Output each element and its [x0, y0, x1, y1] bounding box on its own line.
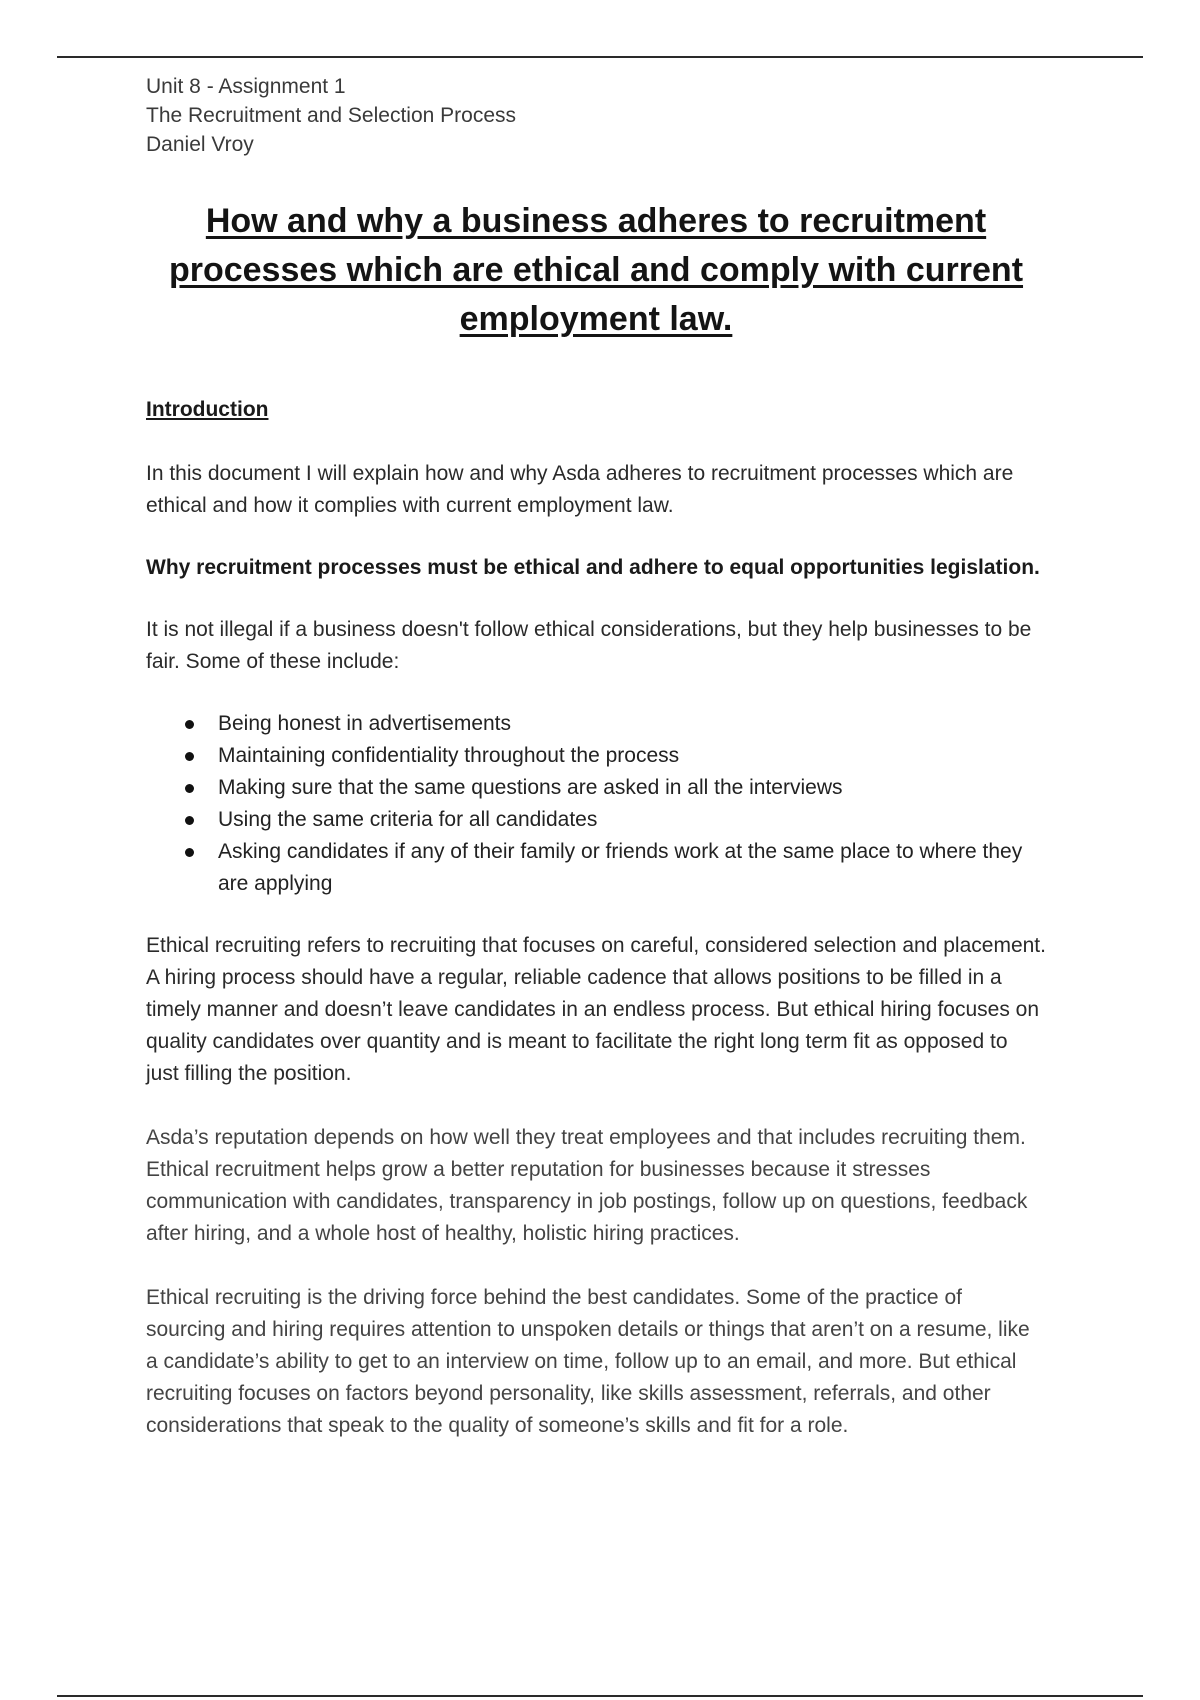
introduction-heading: Introduction: [146, 398, 269, 421]
list-item: [218, 740, 1046, 772]
document-title: How and why a business adheres to recruitment processes which are ethical and comply with current employment law.: [168, 202, 1024, 338]
list-item: [218, 772, 1046, 804]
list-item-text: Making sure that the same questions are asked in all the interviews: [218, 776, 843, 799]
asda-reputation-paragraph: Asda’s reputation depends on how well they treat employees and that includes recruiting them. Ethical recruitment helps grow a better reputation for businesses because it stresses communication with candidates, transparency in job postings, follow up on questions, feedback after hiring, and a whole host of healthy, holistic hiring practices.: [146, 1126, 1028, 1245]
bullet-icon: [185, 816, 194, 825]
ethics-intro-paragraph: It is not illegal if a business doesn't follow ethical considerations, but they help businesses to be fair. Some of these include:: [146, 618, 1032, 673]
bottom-rule: [57, 1695, 1143, 1697]
list-item-text: Being honest in advertisements: [218, 712, 512, 735]
list-item: [218, 836, 1046, 900]
header-unit: Unit 8 - Assignment 1: [146, 75, 346, 98]
ethics-bullet-list: [146, 708, 1046, 900]
bullet-icon: [185, 720, 194, 729]
top-rule: [57, 56, 1143, 58]
document-page: [146, 72, 1046, 1442]
list-item: [218, 804, 1046, 836]
driving-force-paragraph: Ethical recruiting is the driving force behind the best candidates. Some of the practice of sourcing and hiring requires attention to unspoken details or things that aren’t on a resume, like a candidate’s ability to get to an interview on time, follow up to an email, and more. But ethical recruiting focuses on factors beyond personality, like skills assessment, referrals, and other considerations that speak to the quality of someone’s skills and fit for a role.: [146, 1286, 1030, 1437]
list-item: [218, 708, 1046, 740]
bullet-icon: [185, 848, 194, 857]
list-item-text: Maintaining confidentiality throughout the process: [218, 744, 680, 767]
header-subject: The Recruitment and Selection Process: [146, 104, 517, 127]
bullet-icon: [185, 752, 194, 761]
ethics-heading: Why recruitment processes must be ethical and adhere to equal opportunities legislation.: [146, 556, 1040, 579]
bullet-icon: [185, 784, 194, 793]
list-item-text: Asking candidates if any of their family or friends work at the same place to where they are applying: [218, 840, 1023, 895]
ethical-recruiting-paragraph: Ethical recruiting refers to recruiting that focuses on careful, considered selection and placement. A hiring process should have a regular, reliable cadence that allows positions to be filled in a timely manner and doesn’t leave candidates in an endless process. But ethical hiring focuses on quality candidates over quantity and is meant to facilitate the right long term fit as opposed to just filling the position.: [146, 934, 1046, 1085]
introduction-paragraph: In this document I will explain how and why Asda adheres to recruitment processes which are ethical and how it complies with current employment law.: [146, 462, 1014, 517]
list-item-text: Using the same criteria for all candidates: [218, 808, 598, 831]
header-author: Daniel Vroy: [146, 133, 254, 156]
